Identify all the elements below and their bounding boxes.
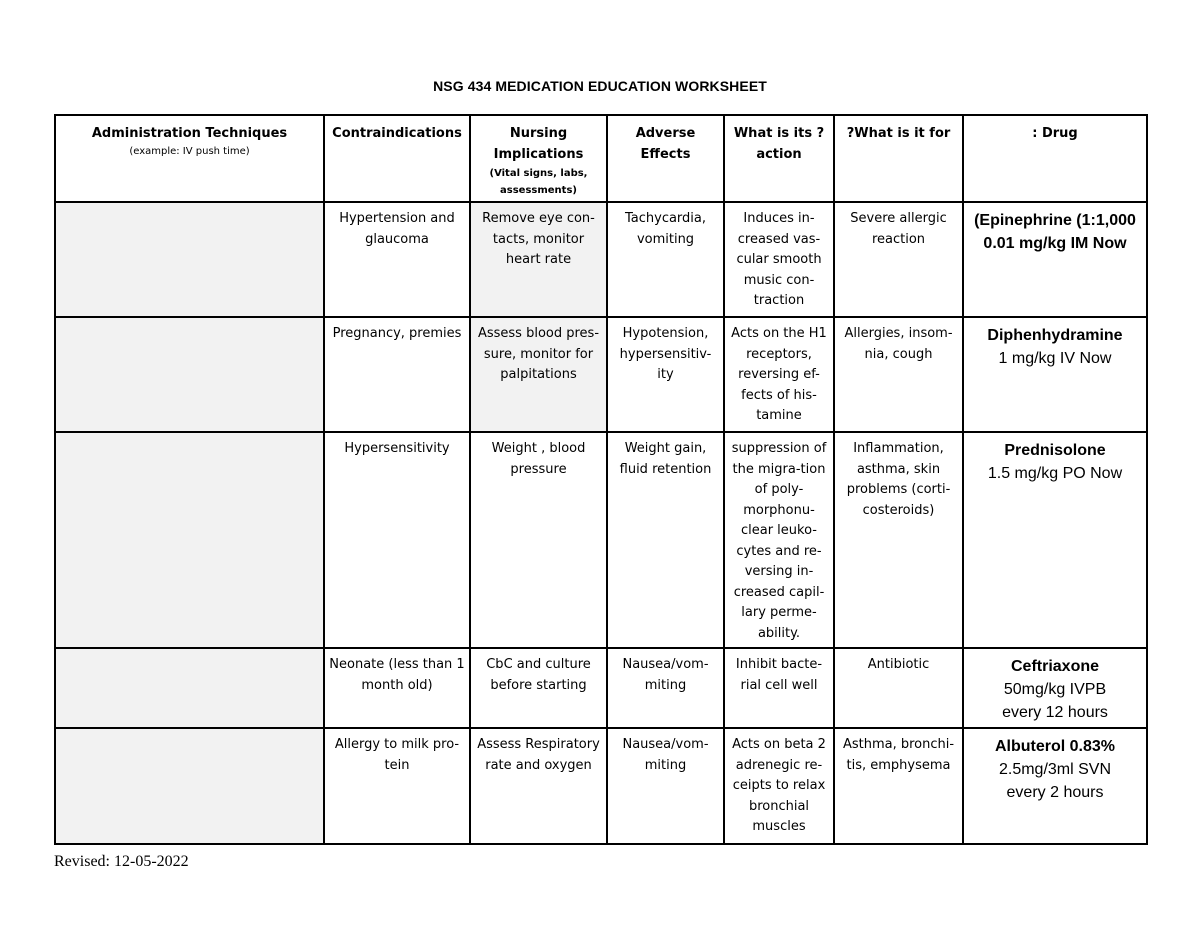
drug-name: Diphenhydramine xyxy=(987,327,1123,344)
nursing-cell: CbC and culture before starting xyxy=(470,648,607,728)
what-for-cell: Antibiotic xyxy=(834,648,963,728)
drug-frequency: every 12 hours xyxy=(1002,704,1108,721)
action-cell: Induces in-creased vas-cular smooth music con-traction xyxy=(724,202,834,317)
drug-dose: 50mg/kg IVPB xyxy=(1003,681,1107,698)
contraindications-cell: Hypertension and glaucoma xyxy=(324,202,470,317)
medication-worksheet-table xyxy=(54,114,1148,845)
contraindications-cell: Hypersensitivity xyxy=(324,432,470,648)
header-nursing-label: Nursing Implications xyxy=(493,126,584,162)
admin-technique-cell[interactable] xyxy=(55,317,324,432)
adverse-effects-cell: Nausea/vom-miting xyxy=(607,648,724,728)
table-row xyxy=(55,317,1147,432)
nursing-cell: Assess Respiratory rate and oxygen xyxy=(470,728,607,844)
table-row xyxy=(55,432,1147,648)
drug-cell xyxy=(963,648,1147,728)
drug-frequency: every 2 hours xyxy=(1006,784,1104,801)
contraindications-cell: Allergy to milk pro-tein xyxy=(324,728,470,844)
header-row xyxy=(55,115,1147,202)
page-title: NSG 434 MEDICATION EDUCATION WORKSHEET xyxy=(433,78,767,94)
table-row xyxy=(55,202,1147,317)
adverse-effects-cell: Tachycardia, vomiting xyxy=(607,202,724,317)
what-for-cell: Inflammation, asthma, skin problems (corti-costeroids) xyxy=(834,432,963,648)
drug-cell xyxy=(963,432,1147,648)
admin-technique-cell[interactable] xyxy=(55,432,324,648)
adverse-effects-cell: Hypotension, hypersensitiv-ity xyxy=(607,317,724,432)
header-administration-label: Administration Techniques xyxy=(91,126,288,141)
drug-cell xyxy=(963,728,1147,844)
what-for-cell: Asthma, bronchi-tis, emphysema xyxy=(834,728,963,844)
nursing-cell: Assess blood pres-sure, monitor for palpitations xyxy=(470,317,607,432)
adverse-effects-cell: Nausea/vom-miting xyxy=(607,728,724,844)
header-action: What is its ?action xyxy=(724,115,834,202)
header-adverse-effects: Adverse Effects xyxy=(607,115,724,202)
nursing-cell: Weight , blood pressure xyxy=(470,432,607,648)
header-drug: : Drug xyxy=(963,115,1147,202)
contraindications-cell: Neonate (less than 1 month old) xyxy=(324,648,470,728)
drug-cell xyxy=(963,317,1147,432)
what-for-cell: Allergies, insom-nia, cough xyxy=(834,317,963,432)
contraindications-cell: Pregnancy, premies xyxy=(324,317,470,432)
what-for-cell: Severe allergic reaction xyxy=(834,202,963,317)
header-nursing-note: (Vital signs, labs, assessments) xyxy=(489,168,588,196)
admin-technique-cell[interactable] xyxy=(55,648,324,728)
header-nursing xyxy=(470,115,607,202)
action-cell: Inhibit bacte-rial cell well xyxy=(724,648,834,728)
table-row xyxy=(55,648,1147,728)
drug-dose: 1 mg/kg IV Now xyxy=(998,350,1112,367)
action-cell: Acts on beta 2 adrenegic re-ceipts to relax bronchial muscles xyxy=(724,728,834,844)
admin-technique-cell[interactable] xyxy=(55,728,324,844)
drug-dose: 0.01 mg/kg IM Now xyxy=(983,235,1127,252)
drug-dose: 2.5mg/3ml SVN xyxy=(998,761,1112,778)
header-administration-note: (example: IV push time) xyxy=(129,145,250,157)
drug-name: Prednisolone xyxy=(1004,442,1106,459)
header-contraindications: Contraindications xyxy=(324,115,470,202)
drug-dose: 1.5 mg/kg PO Now xyxy=(987,465,1123,482)
admin-technique-cell[interactable] xyxy=(55,202,324,317)
adverse-effects-cell: Weight gain, fluid retention xyxy=(607,432,724,648)
table-row xyxy=(55,728,1147,844)
header-what-for: ?What is it for xyxy=(834,115,963,202)
action-cell: suppression of the migra-tion of poly-morphonu-clear leuko-cytes and re-versing in-creased capil-lary perme-ability. xyxy=(724,432,834,648)
header-administration xyxy=(55,115,324,202)
drug-name: (Epinephrine (1:1,000 xyxy=(974,212,1136,229)
drug-name: Ceftriaxone xyxy=(1010,658,1100,675)
nursing-cell: Remove eye con-tacts, monitor heart rate xyxy=(470,202,607,317)
action-cell: Acts on the H1 receptors, reversing ef-fects of his-tamine xyxy=(724,317,834,432)
drug-name: Albuterol 0.83% xyxy=(994,738,1116,755)
drug-cell xyxy=(963,202,1147,317)
revised-date: Revised: 12-05-2022 xyxy=(54,853,189,870)
